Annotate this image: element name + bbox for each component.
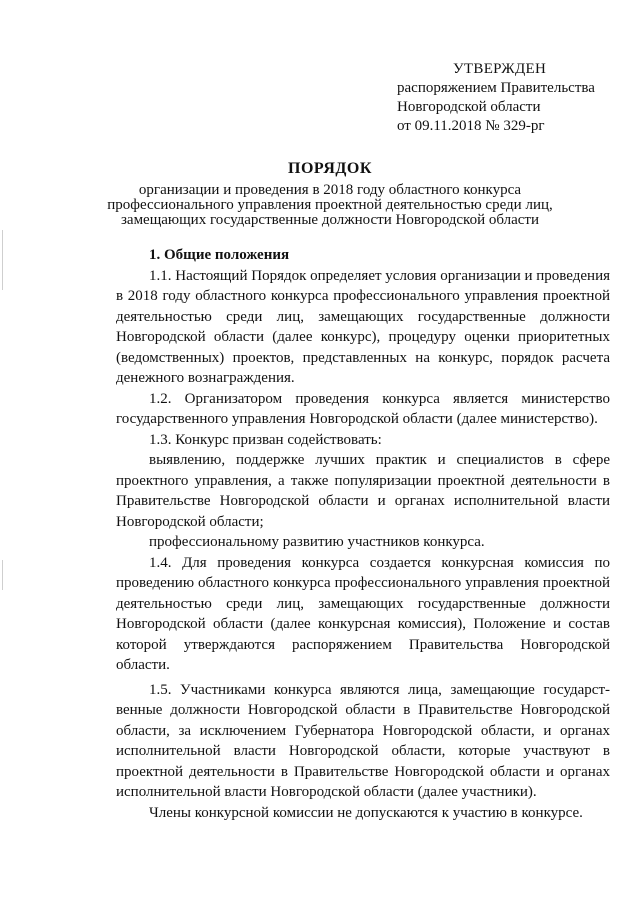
paragraph-1-2: 1.2. Организатором проведения конкурса является министерство государственного управления Новгородской области (далее министерство). [116,390,610,427]
paragraph-1-5: 1.5. Участниками конкурса являются лица, замещающие государст-венные должности Новгородской области в Правительстве Новгородской области, за исключением Губернатора Новгородской области, и органах исполнительной власти Новгородской области, которые участвуют в проектной деятельности в Правительстве Новгородской области и органах исполнительной власти Новгородской области (далее участники). [116,681,610,800]
approval-heading: УТВЕРЖДЕН [453,61,547,77]
paragraph-1-1: 1.1. Настоящий Порядок определяет условия организации и проведения в 2018 году областного конкурса профессионального управления проектной деятельностью среди лиц, замещающих государственные должности Новгородской области (далее конкурс), процедуру оценки приоритетных (ведомственных) проектов, представленных на конкурс, порядок расчета денежного вознаграждения. [116,267,610,386]
approval-stamp [397,60,617,136]
document-subtitle: организации и проведения в 2018 году областного конкурса профессионального управления проектной деятельностью среди лиц, замещающих государственные должности Новгородской области [107,182,553,228]
paragraph-1-6: Члены конкурсной комиссии не допускаются к участию в конкурсе. [149,804,583,821]
paragraph-1-4: 1.4. Для проведения конкурса создается конкурсная комиссия по проведению областного конкурса профессионального управления проектной деятельностью среди лиц, замещающих государственные должности Новгородской области (далее конкурсная комиссия), Положение и состав которой утверждаются распоряжением Правительства Новгородской области. [116,554,610,673]
approval-line-3: от 09.11.2018 № 329-рг [397,118,545,134]
scan-margin-mark [2,230,3,290]
paragraph-1-3-b: профессиональному развитию участников конкурса. [149,534,485,550]
paragraph-1-3-a: выявлению, поддержке лучших практик и специалистов в сфере проектного управления, а также популяризации проектной деятельности в Правительстве Новгородской области и органах исполнительной власти Новгородской области; [116,452,610,530]
approval-line-1: распоряжением Правительства [397,80,595,96]
document-body [116,245,610,823]
approval-line-2: Новгородской области [397,99,541,115]
scan-margin-mark [2,560,3,590]
paragraph-1-3: 1.3. Конкурс призван содействовать: [149,431,382,448]
document-title: ПОРЯДОК [288,160,372,177]
section-heading: 1. Общие положения [149,247,290,263]
